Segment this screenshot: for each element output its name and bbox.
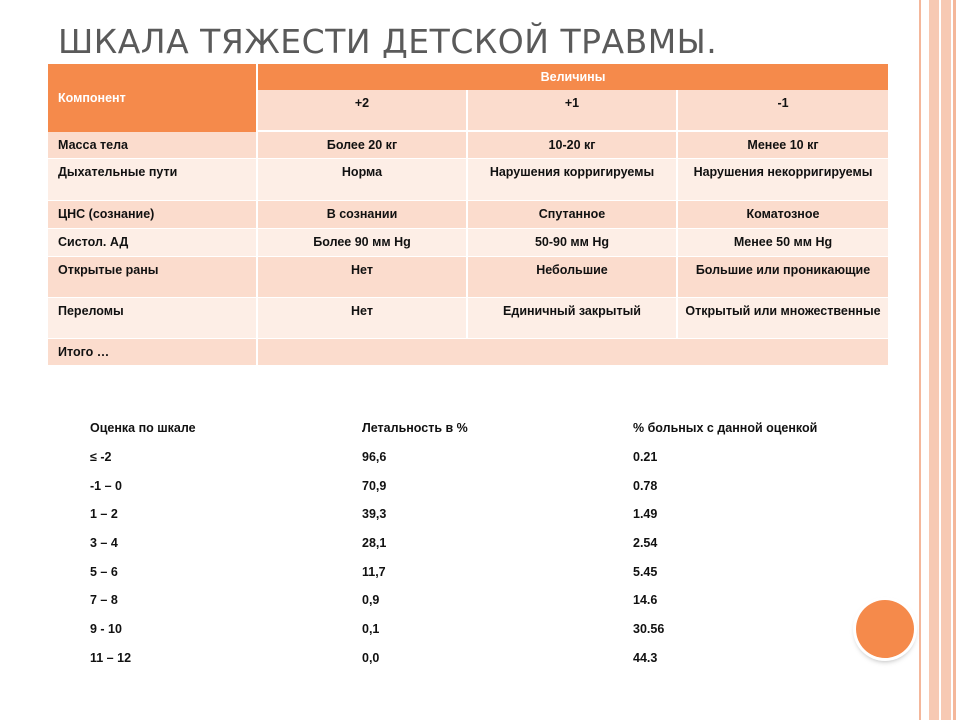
table-cell: 10-20 кг — [468, 132, 678, 159]
table-row — [48, 132, 888, 159]
mortality-value: 28,1 — [362, 536, 387, 551]
score-range: -1 – 0 — [90, 478, 122, 493]
patient-percent: 14.6 — [633, 593, 658, 608]
table-row — [90, 529, 870, 558]
table-row — [90, 615, 870, 644]
table-cell: Норма — [258, 159, 468, 201]
values-header: Величины — [258, 64, 888, 90]
table-cell: Нет — [258, 298, 468, 339]
table-cell: Единичный закрытый — [468, 298, 678, 339]
column-header: % больных с данной оценкой — [633, 421, 818, 436]
score-range: ≤ -2 — [90, 450, 112, 465]
row-label: Систол. АД — [48, 229, 258, 257]
table-cell: Нет — [258, 257, 468, 298]
row-label: Дыхательные пути — [48, 159, 258, 201]
score-range: 7 – 8 — [90, 593, 118, 608]
decor-stripe — [939, 0, 941, 720]
mortality-value: 11,7 — [362, 564, 386, 579]
row-label: Открытые раны — [48, 257, 258, 298]
table-row — [90, 644, 870, 673]
value-column-header: +2 — [258, 90, 468, 132]
table-cell: Более 20 кг — [258, 132, 468, 159]
patient-percent: 0.78 — [633, 478, 658, 493]
table-cell: Более 90 мм Hg — [258, 229, 468, 257]
table-row — [48, 201, 888, 229]
table-row — [90, 443, 870, 472]
mortality-value: 70,9 — [362, 478, 387, 493]
table-row — [48, 257, 888, 298]
table-cell: Менее 10 кг — [678, 132, 888, 159]
value-column-header: +1 — [468, 90, 678, 132]
mortality-value: 39,3 — [362, 507, 387, 522]
mortality-value: 0,9 — [362, 593, 380, 608]
patient-percent: 0.21 — [633, 450, 658, 465]
table-row — [90, 471, 870, 500]
score-range: 9 - 10 — [90, 622, 122, 637]
table-cell: 50-90 мм Hg — [468, 229, 678, 257]
table-row — [48, 339, 888, 366]
patient-percent: 1.49 — [633, 507, 658, 522]
score-range: 5 – 6 — [90, 564, 118, 579]
table-cell: В сознании — [258, 201, 468, 229]
table-cell: Большие или проникающие — [678, 257, 888, 298]
row-label: ЦНС (сознание) — [48, 201, 258, 229]
row-label: Масса тела — [48, 132, 258, 159]
patient-percent: 2.54 — [633, 536, 658, 551]
table-cell: Небольшие — [468, 257, 678, 298]
mortality-value: 96,6 — [362, 450, 387, 465]
table-cell: Менее 50 мм Hg — [678, 229, 888, 257]
patient-percent: 30.56 — [633, 622, 665, 637]
table-row — [48, 298, 888, 339]
value-column-header: -1 — [678, 90, 888, 132]
table-cell: Нарушения некорригируемы — [678, 159, 888, 201]
mortality-value: 0,1 — [362, 622, 380, 637]
mortality-value: 0,0 — [362, 650, 380, 665]
column-header: Летальность в % — [362, 421, 468, 436]
table-cell: Открытый или множественные — [678, 298, 888, 339]
table-cell: Спутанное — [468, 201, 678, 229]
decor-stripe — [953, 0, 956, 720]
table-row — [48, 159, 888, 201]
score-range: 3 – 4 — [90, 536, 118, 551]
table-row — [48, 229, 888, 257]
table-row — [90, 500, 870, 529]
mortality-table — [90, 414, 870, 672]
score-table — [48, 64, 888, 366]
table-header-row — [90, 414, 870, 443]
table-cell: Коматозное — [678, 201, 888, 229]
component-header: Компонент — [48, 64, 258, 132]
score-range: 1 – 2 — [90, 507, 118, 522]
total-value — [258, 339, 888, 366]
patient-percent: 5.45 — [633, 564, 658, 579]
table-row — [90, 557, 870, 586]
row-label: Переломы — [48, 298, 258, 339]
column-header: Оценка по шкале — [90, 421, 196, 436]
total-label: Итого … — [48, 339, 258, 366]
score-range: 11 – 12 — [90, 650, 132, 665]
page-title: ШКАЛА ТЯЖЕСТИ ДЕТСКОЙ ТРАВМЫ. — [58, 22, 718, 61]
table-cell: Нарушения корригируемы — [468, 159, 678, 201]
patient-percent: 44.3 — [633, 650, 658, 665]
decor-stripe — [919, 0, 921, 720]
table-row — [90, 586, 870, 615]
